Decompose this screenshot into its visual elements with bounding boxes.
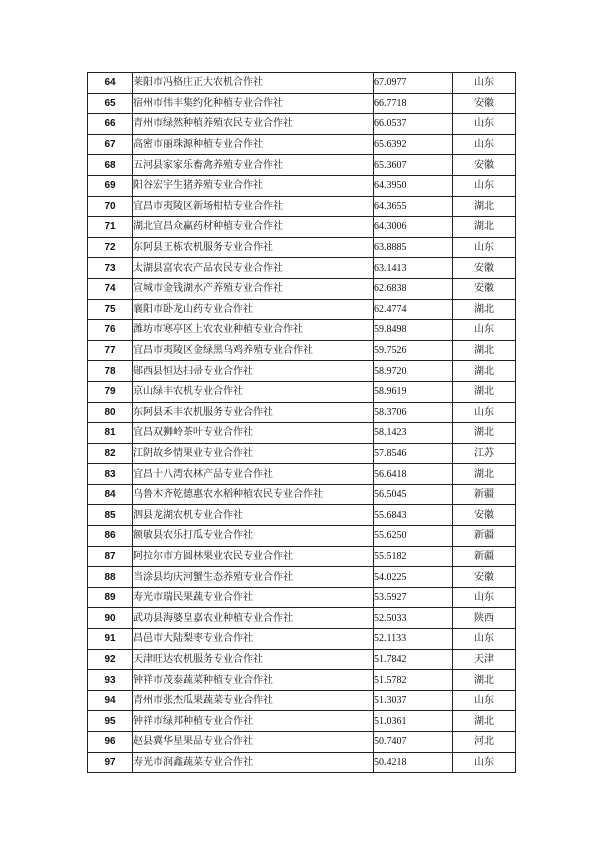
rank-cell: 97: [88, 752, 133, 773]
rank-cell: 85: [88, 505, 133, 526]
rank-cell: 96: [88, 732, 133, 753]
table-row: [88, 711, 516, 732]
table-row: [88, 546, 516, 567]
province-cell: 湖北: [453, 299, 516, 320]
rank-cell: 73: [88, 258, 133, 279]
rank-cell: 65: [88, 93, 133, 114]
rank-cell: 95: [88, 711, 133, 732]
cooperative-name-cell: 宜昌市夷陵区新场柑桔专业合作社: [133, 196, 374, 217]
province-cell: 山东: [453, 114, 516, 135]
province-cell: 湖北: [453, 464, 516, 485]
cooperative-name-cell: 莱阳市冯格庄正大农机合作社: [133, 73, 374, 94]
cooperative-name-cell: 五河县家家乐畜禽养殖专业合作社: [133, 155, 374, 176]
cooperative-name-cell: 宜昌双狮岭茶叶专业合作社: [133, 423, 374, 444]
score-cell: 65.3607: [374, 155, 453, 176]
score-cell: 56.5045: [374, 484, 453, 505]
score-cell: 66.7718: [374, 93, 453, 114]
rank-cell: 67: [88, 134, 133, 155]
score-cell: 64.3655: [374, 196, 453, 217]
score-cell: 54.0225: [374, 567, 453, 588]
table-row: [88, 217, 516, 238]
rank-cell: 79: [88, 381, 133, 402]
score-cell: 64.3006: [374, 217, 453, 238]
province-cell: 湖北: [453, 381, 516, 402]
score-cell: 64.3950: [374, 175, 453, 196]
cooperative-name-cell: 湖北宜昌众赢药材种植专业合作社: [133, 217, 374, 238]
rank-cell: 71: [88, 217, 133, 238]
cooperative-name-cell: 昌邑市大陆梨枣专业合作社: [133, 629, 374, 650]
province-cell: 江苏: [453, 443, 516, 464]
score-cell: 58.1423: [374, 423, 453, 444]
province-cell: 山东: [453, 752, 516, 773]
province-cell: 山东: [453, 690, 516, 711]
rank-cell: 70: [88, 196, 133, 217]
province-cell: 河北: [453, 732, 516, 753]
score-cell: 56.6418: [374, 464, 453, 485]
cooperative-name-cell: 天津旺达农机服务专业合作社: [133, 649, 374, 670]
table-row: [88, 649, 516, 670]
province-cell: 湖北: [453, 340, 516, 361]
cooperative-name-cell: 当涂县均庆河蟹生态养殖专业合作社: [133, 567, 374, 588]
cooperative-name-cell: 江阴故乡情果业专业合作社: [133, 443, 374, 464]
rank-cell: 80: [88, 402, 133, 423]
province-cell: 湖北: [453, 670, 516, 691]
rank-cell: 77: [88, 340, 133, 361]
score-cell: 59.8498: [374, 320, 453, 341]
cooperative-name-cell: 潍坊市寒亭区上农农业种植专业合作社: [133, 320, 374, 341]
cooperative-name-cell: 东阿县禾丰农机服务专业合作社: [133, 402, 374, 423]
rank-cell: 83: [88, 464, 133, 485]
table-row: [88, 196, 516, 217]
table-row: [88, 134, 516, 155]
table-row: [88, 320, 516, 341]
province-cell: 安徽: [453, 155, 516, 176]
score-cell: 55.6250: [374, 526, 453, 547]
rank-cell: 75: [88, 299, 133, 320]
cooperative-name-cell: 青州市张杰瓜果蔬菜专业合作社: [133, 690, 374, 711]
score-cell: 50.7407: [374, 732, 453, 753]
rank-cell: 89: [88, 587, 133, 608]
score-cell: 51.3037: [374, 690, 453, 711]
cooperative-name-cell: 东阿县王栋农机服务专业合作社: [133, 237, 374, 258]
table-row: [88, 567, 516, 588]
score-cell: 63.8885: [374, 237, 453, 258]
table-row: [88, 155, 516, 176]
table-row: [88, 278, 516, 299]
score-cell: 50.4218: [374, 752, 453, 773]
province-cell: 安徽: [453, 567, 516, 588]
cooperative-name-cell: 钟祥市茂泰蔬菜种植专业合作社: [133, 670, 374, 691]
cooperative-name-cell: 额敏县农乐打瓜专业合作社: [133, 526, 374, 547]
table-row: [88, 237, 516, 258]
score-cell: 62.6838: [374, 278, 453, 299]
province-cell: 安徽: [453, 93, 516, 114]
province-cell: 湖北: [453, 217, 516, 238]
province-cell: 湖北: [453, 711, 516, 732]
score-cell: 65.6392: [374, 134, 453, 155]
score-cell: 58.9619: [374, 381, 453, 402]
rank-cell: 82: [88, 443, 133, 464]
cooperative-name-cell: 京山绿丰农机专业合作社: [133, 381, 374, 402]
province-cell: 山东: [453, 402, 516, 423]
score-cell: 59.7526: [374, 340, 453, 361]
cooperative-name-cell: 宜昌市夷陵区金绿黑乌鸡养殖专业合作社: [133, 340, 374, 361]
province-cell: 山东: [453, 587, 516, 608]
table-row: [88, 732, 516, 753]
province-cell: 湖北: [453, 423, 516, 444]
rank-cell: 86: [88, 526, 133, 547]
cooperative-name-cell: 泗县龙湖农机专业合作社: [133, 505, 374, 526]
table-row: [88, 484, 516, 505]
table-row: [88, 752, 516, 773]
cooperative-name-cell: 赵县冀华星果品专业合作社: [133, 732, 374, 753]
cooperative-name-cell: 钟祥市绿邦种植专业合作社: [133, 711, 374, 732]
cooperative-name-cell: 太湖县富农农产品农民专业合作社: [133, 258, 374, 279]
province-cell: 安徽: [453, 505, 516, 526]
cooperative-name-cell: 宿州市伟丰集约化种植专业合作社: [133, 93, 374, 114]
province-cell: 山东: [453, 629, 516, 650]
score-cell: 57.8546: [374, 443, 453, 464]
rank-cell: 68: [88, 155, 133, 176]
province-cell: 山东: [453, 73, 516, 94]
table-row: [88, 690, 516, 711]
cooperative-name-cell: 郧西县恒达扫帚专业合作社: [133, 361, 374, 382]
score-cell: 58.9720: [374, 361, 453, 382]
table-row: [88, 258, 516, 279]
table-row: [88, 299, 516, 320]
cooperative-name-cell: 宣城市金钱湖水产养殖专业合作社: [133, 278, 374, 299]
rank-cell: 91: [88, 629, 133, 650]
province-cell: 安徽: [453, 278, 516, 299]
province-cell: 山东: [453, 134, 516, 155]
score-cell: 58.3706: [374, 402, 453, 423]
cooperative-name-cell: 襄阳市卧龙山药专业合作社: [133, 299, 374, 320]
table-row: [88, 608, 516, 629]
province-cell: 山东: [453, 175, 516, 196]
rank-cell: 94: [88, 690, 133, 711]
score-cell: 55.5182: [374, 546, 453, 567]
table-row: [88, 526, 516, 547]
table-row: [88, 464, 516, 485]
table-row: [88, 402, 516, 423]
province-cell: 新疆: [453, 546, 516, 567]
score-cell: 51.0361: [374, 711, 453, 732]
table-row: [88, 670, 516, 691]
province-cell: 湖北: [453, 196, 516, 217]
rank-cell: 88: [88, 567, 133, 588]
cooperative-name-cell: 高密市丽珠源种植专业合作社: [133, 134, 374, 155]
score-cell: 51.5782: [374, 670, 453, 691]
cooperative-name-cell: 阿拉尔市方圆林果业农民专业合作社: [133, 546, 374, 567]
table-row: [88, 73, 516, 94]
rank-cell: 81: [88, 423, 133, 444]
score-cell: 63.1413: [374, 258, 453, 279]
table-row: [88, 423, 516, 444]
rank-cell: 72: [88, 237, 133, 258]
cooperative-name-cell: 青州市绿然种植养殖农民专业合作社: [133, 114, 374, 135]
rank-cell: 92: [88, 649, 133, 670]
table-row: [88, 340, 516, 361]
rank-cell: 87: [88, 546, 133, 567]
province-cell: 山东: [453, 237, 516, 258]
province-cell: 新疆: [453, 526, 516, 547]
rank-cell: 84: [88, 484, 133, 505]
rank-cell: 90: [88, 608, 133, 629]
province-cell: 天津: [453, 649, 516, 670]
province-cell: 山东: [453, 320, 516, 341]
table-row: [88, 361, 516, 382]
cooperative-ranking-table: [87, 72, 516, 773]
table-row: [88, 443, 516, 464]
cooperative-name-cell: 阳谷宏宇生猪养殖专业合作社: [133, 175, 374, 196]
score-cell: 67.0977: [374, 73, 453, 94]
cooperative-name-cell: 寿光市瑞民果蔬专业合作社: [133, 587, 374, 608]
province-cell: 安徽: [453, 258, 516, 279]
score-cell: 51.7842: [374, 649, 453, 670]
rank-cell: 64: [88, 73, 133, 94]
table-row: [88, 175, 516, 196]
score-cell: 66.0537: [374, 114, 453, 135]
province-cell: 新疆: [453, 484, 516, 505]
rank-cell: 76: [88, 320, 133, 341]
table-body: [88, 73, 516, 773]
cooperative-name-cell: 乌鲁木齐乾德惠农水稻种植农民专业合作社: [133, 484, 374, 505]
cooperative-name-cell: 宜昌十八湾农林产品专业合作社: [133, 464, 374, 485]
rank-cell: 69: [88, 175, 133, 196]
rank-cell: 78: [88, 361, 133, 382]
rank-cell: 93: [88, 670, 133, 691]
table-row: [88, 114, 516, 135]
score-cell: 53.5927: [374, 587, 453, 608]
table-row: [88, 505, 516, 526]
rank-cell: 66: [88, 114, 133, 135]
score-cell: 52.5033: [374, 608, 453, 629]
cooperative-name-cell: 武功县海婆皇嘉农业种植专业合作社: [133, 608, 374, 629]
table-row: [88, 587, 516, 608]
score-cell: 52.1133: [374, 629, 453, 650]
table-row: [88, 381, 516, 402]
table-row: [88, 629, 516, 650]
province-cell: 陕西: [453, 608, 516, 629]
cooperative-name-cell: 寿光市润鑫蔬菜专业合作社: [133, 752, 374, 773]
province-cell: 湖北: [453, 361, 516, 382]
table-row: [88, 93, 516, 114]
score-cell: 62.4774: [374, 299, 453, 320]
score-cell: 55.6843: [374, 505, 453, 526]
rank-cell: 74: [88, 278, 133, 299]
